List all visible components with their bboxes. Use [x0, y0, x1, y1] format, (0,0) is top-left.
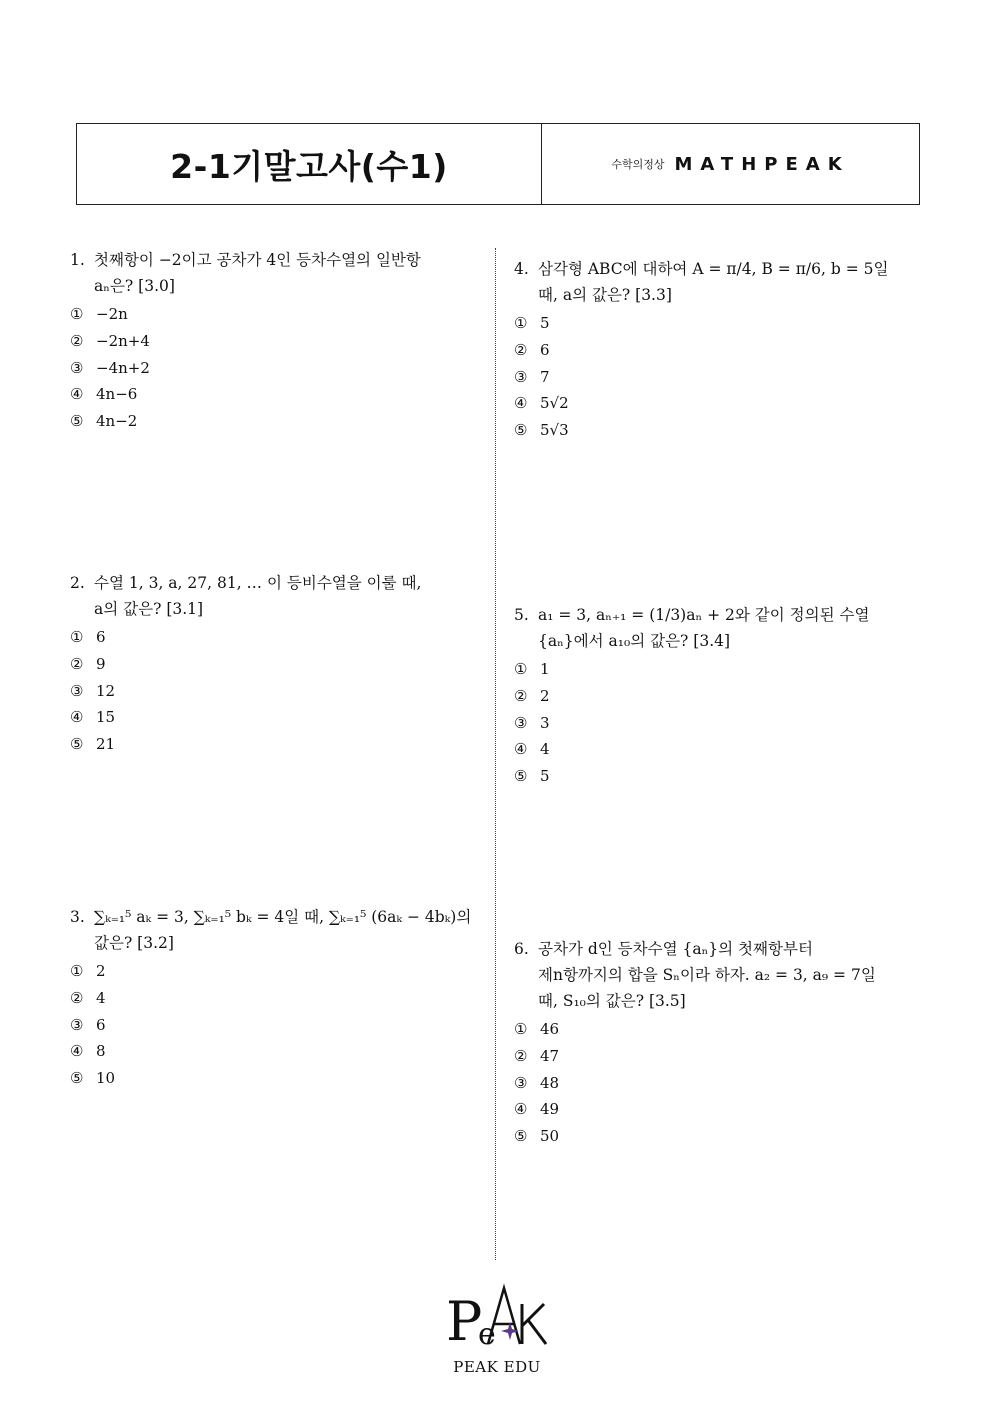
problem-3	[70, 904, 485, 1091]
choice-text: −2n	[96, 305, 128, 324]
choice-item[interactable]	[70, 677, 480, 704]
choice-mark: ④	[514, 740, 528, 759]
choice-mark: ④	[70, 708, 84, 727]
choice-list	[514, 1016, 924, 1149]
problem-6	[514, 936, 924, 1149]
choice-mark: ⑤	[514, 767, 528, 786]
problem-1	[70, 247, 470, 434]
choice-text: 4	[540, 740, 550, 759]
choice-mark: ②	[514, 1047, 528, 1066]
problem-stem-line: aₙ은? [3.0]	[94, 277, 175, 295]
peak-logo	[444, 1282, 550, 1376]
choice-mark: ①	[514, 314, 528, 333]
choice-list	[70, 958, 485, 1091]
choice-item[interactable]	[70, 1038, 485, 1065]
choice-text: 5√3	[540, 421, 569, 440]
choice-mark: ③	[70, 681, 84, 700]
peak-logo-mark	[444, 1282, 550, 1352]
choice-item[interactable]	[514, 763, 924, 790]
choice-text: 10	[96, 1069, 116, 1088]
choice-mark: ③	[514, 367, 528, 386]
column-divider	[495, 248, 496, 1260]
problem-stem-line: 수열 1, 3, a, 27, 81, … 이 등비수열을 이룰 때,	[94, 574, 422, 592]
choice-item[interactable]	[514, 310, 924, 337]
brand-korean: 수학의정상	[611, 158, 665, 171]
problem-2	[70, 570, 480, 757]
choice-text: 6	[96, 1015, 106, 1034]
choice-text: 2	[540, 687, 550, 706]
choice-text: 15	[96, 708, 116, 727]
choice-mark: ④	[70, 385, 84, 404]
brand-english: MATHPEAK	[674, 153, 850, 175]
choice-list	[70, 301, 470, 434]
choice-mark: ②	[70, 989, 84, 1008]
problem-stem-line: 때, S₁₀의 값은? [3.5]	[538, 992, 686, 1010]
header-box	[76, 123, 920, 205]
problem-stem-line: a₁ = 3, aₙ₊₁ = (1/3)aₙ + 2와 같이 정의된 수열	[538, 606, 870, 624]
choice-text: 48	[540, 1073, 560, 1092]
choice-mark: ③	[514, 1073, 528, 1092]
problem-stem-line: {aₙ}에서 a₁₀의 값은? [3.4]	[538, 632, 731, 650]
problem-stem-line: 때, a의 값은? [3.3]	[538, 286, 672, 304]
problem-number: 2.	[70, 574, 85, 592]
choice-mark: ①	[70, 305, 84, 324]
choice-mark: ④	[514, 1100, 528, 1119]
choice-item[interactable]	[70, 381, 470, 408]
choice-mark: ⑤	[70, 1069, 84, 1088]
exam-title: 2-1기말고사(수1)	[77, 124, 542, 204]
choice-mark: ①	[70, 962, 84, 981]
choice-text: 2	[96, 962, 106, 981]
choice-mark: ⑤	[70, 735, 84, 754]
choice-mark: ④	[514, 394, 528, 413]
choice-item[interactable]	[70, 328, 470, 355]
choice-item[interactable]	[70, 651, 480, 678]
choice-mark: ②	[514, 687, 528, 706]
choice-item[interactable]	[514, 337, 924, 364]
problem-number: 3.	[70, 908, 85, 926]
choice-text: 49	[540, 1100, 560, 1119]
choice-item[interactable]	[514, 1123, 924, 1150]
choice-text: 8	[96, 1042, 106, 1061]
choice-item[interactable]	[70, 301, 470, 328]
choice-text: 12	[96, 681, 116, 700]
choice-text: 4n−6	[96, 385, 138, 404]
choice-mark: ②	[70, 332, 84, 351]
choice-item[interactable]	[514, 363, 924, 390]
choice-mark: ⑤	[514, 421, 528, 440]
choice-text: 5√2	[540, 394, 569, 413]
choice-text: 9	[96, 655, 106, 674]
choice-text: 3	[540, 713, 550, 732]
problem-stem-line: 공차가 d인 등차수열 {aₙ}의 첫째항부터	[538, 940, 813, 958]
brand	[542, 124, 919, 204]
choice-item[interactable]	[70, 704, 480, 731]
logo-letter-e: e	[478, 1317, 496, 1352]
problem-number: 4.	[514, 260, 529, 278]
choice-item[interactable]	[514, 736, 924, 763]
problem-number: 1.	[70, 251, 85, 269]
logo-letter-k	[522, 1304, 546, 1344]
choice-text: 6	[540, 341, 550, 360]
choice-item[interactable]	[70, 408, 470, 435]
problem-stem-line: a의 값은? [3.1]	[94, 600, 204, 618]
choice-text: 46	[540, 1020, 560, 1039]
choice-item[interactable]	[70, 354, 470, 381]
choice-mark: ①	[514, 1020, 528, 1039]
choice-item[interactable]	[514, 390, 924, 417]
problem-stem-line: 값은? [3.2]	[94, 934, 174, 952]
choice-mark: ⑤	[70, 412, 84, 431]
choice-text: 7	[540, 367, 550, 386]
problem-number: 6.	[514, 940, 529, 958]
choice-text: −4n+2	[96, 358, 150, 377]
choice-text: 4	[96, 989, 106, 1008]
choice-item[interactable]	[514, 656, 924, 683]
choice-item[interactable]	[70, 985, 485, 1012]
choice-item[interactable]	[514, 1069, 924, 1096]
choice-mark: ①	[70, 628, 84, 647]
choice-mark: ③	[514, 713, 528, 732]
choice-mark: ③	[70, 358, 84, 377]
choice-list	[514, 656, 924, 789]
choice-text: 5	[540, 314, 550, 333]
choice-item[interactable]	[514, 1043, 924, 1070]
problem-4	[514, 256, 924, 443]
choice-item[interactable]	[514, 683, 924, 710]
choice-item[interactable]	[70, 624, 480, 651]
choice-mark: ④	[70, 1042, 84, 1061]
logo-caption: PEAK EDU	[453, 1358, 541, 1376]
choice-text: 4n−2	[96, 412, 138, 431]
choice-item[interactable]	[514, 417, 924, 444]
choice-mark: ①	[514, 660, 528, 679]
choice-mark: ③	[70, 1015, 84, 1034]
problem-5	[514, 602, 924, 789]
problem-stem-line: ∑ₖ₌₁⁵ aₖ = 3, ∑ₖ₌₁⁵ bₖ = 4일 때, ∑ₖ₌₁⁵ (6aₖ − 4bₖ)의	[94, 908, 472, 926]
choice-item[interactable]	[70, 958, 485, 985]
problem-number: 5.	[514, 606, 529, 624]
choice-mark: ②	[514, 341, 528, 360]
choice-text: 1	[540, 660, 550, 679]
choice-item[interactable]	[514, 1016, 924, 1043]
choice-item[interactable]	[514, 709, 924, 736]
choice-text: 50	[540, 1127, 560, 1146]
choice-list	[514, 310, 924, 443]
choice-text: 5	[540, 767, 550, 786]
choice-item[interactable]	[70, 1065, 485, 1092]
logo-letter-p: P	[446, 1290, 483, 1352]
choice-item[interactable]	[70, 731, 480, 758]
choice-item[interactable]	[70, 1011, 485, 1038]
problem-stem-line: 삼각형 ABC에 대하여 A = π/4, B = π/6, b = 5일	[538, 260, 889, 278]
choice-text: 47	[540, 1047, 560, 1066]
choice-list	[70, 624, 480, 757]
choice-text: 21	[96, 735, 116, 754]
choice-mark: ⑤	[514, 1127, 528, 1146]
choice-text: −2n+4	[96, 332, 150, 351]
choice-item[interactable]	[514, 1096, 924, 1123]
choice-text: 6	[96, 628, 106, 647]
choice-mark: ②	[70, 655, 84, 674]
problem-stem-line: 첫째항이 −2이고 공차가 4인 등차수열의 일반항	[94, 251, 421, 269]
problem-stem-line: 제n항까지의 합을 Sₙ이라 하자. a₂ = 3, a₉ = 7일	[538, 966, 876, 984]
